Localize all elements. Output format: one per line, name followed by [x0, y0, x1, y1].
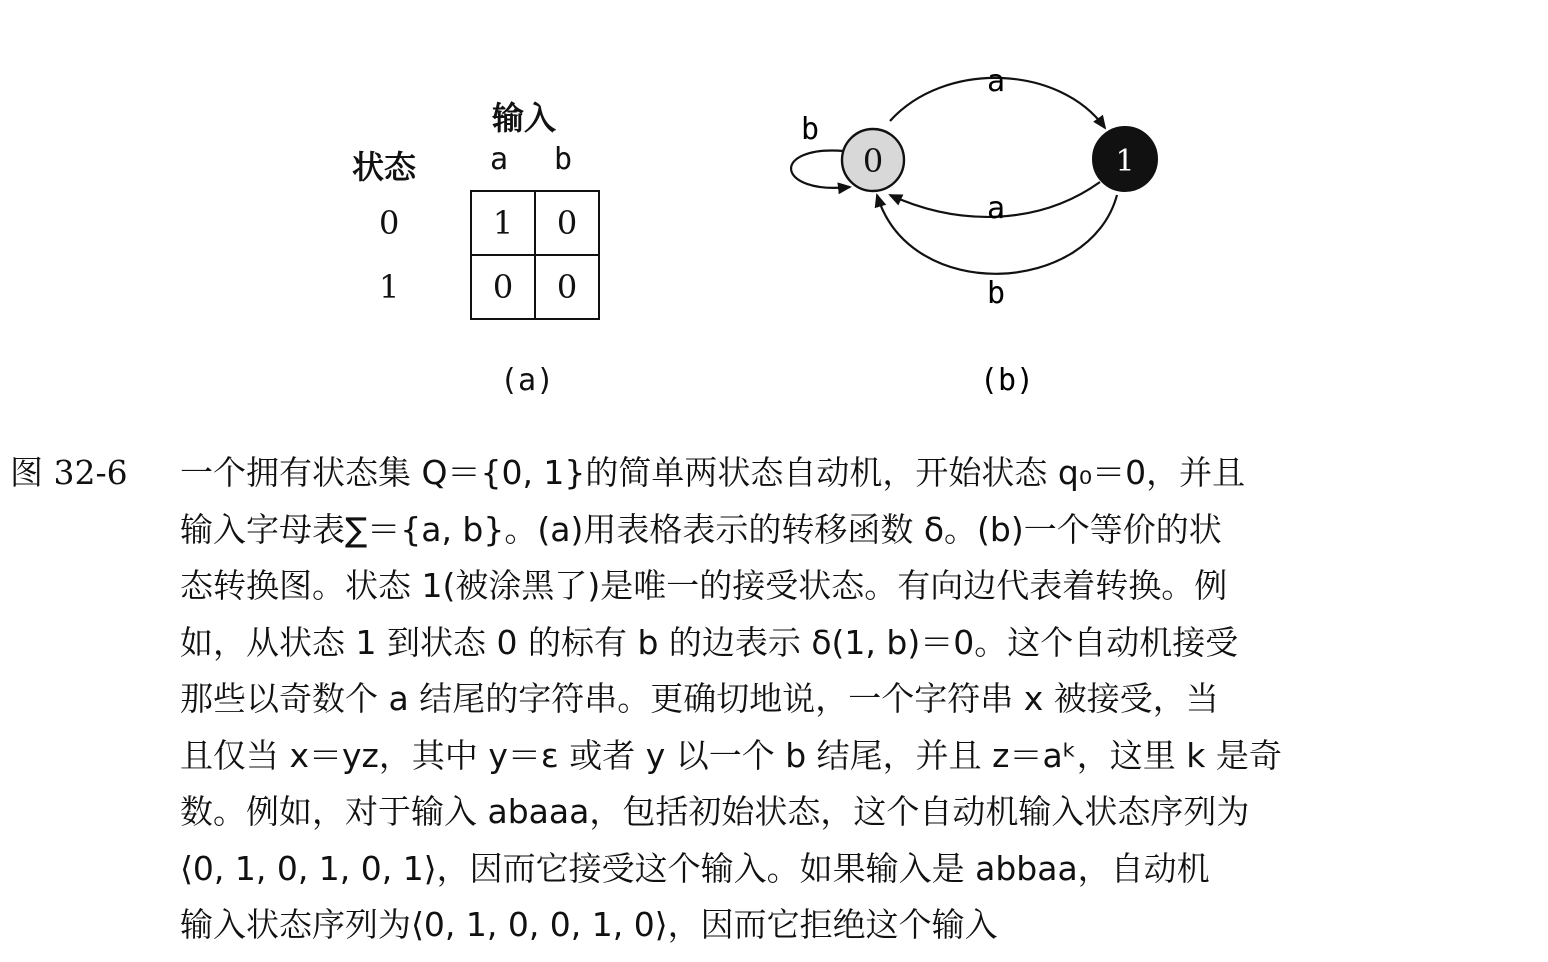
caption-line: 且仅当 x＝yz，其中 y＝ε 或者 y 以一个 b 结尾，并且 z＝aᵏ，这里 k 是奇 — [180, 735, 1282, 775]
table-row — [471, 191, 599, 255]
table-cell: 0 — [535, 191, 599, 255]
row-state-1: 1 — [379, 268, 400, 306]
table-cell: 1 — [471, 191, 535, 255]
caption-line: 如，从状态 1 到状态 0 的标有 b 的边表示 δ(1, b)＝0。这个自动机接受 — [180, 622, 1239, 662]
edge-label-1-to-0-b: b — [986, 276, 1006, 311]
caption-line: 一个拥有状态集 Q＝{0, 1}的简单两状态自动机，开始状态 q₀＝0，并且 — [180, 453, 1246, 492]
input-header: 输入 — [492, 99, 557, 137]
caption-line: 输入字母表∑＝{a, b}。(a)用表格表示的转移函数 δ。(b)一个等价的状 — [180, 509, 1222, 549]
state-diagram-svg — [760, 55, 1200, 410]
input-symbol-a: a — [490, 142, 509, 177]
edge-label-0-to-1: a — [986, 64, 1006, 99]
table-cell: 0 — [471, 255, 535, 319]
edge-label-1-to-0-a: a — [986, 191, 1006, 226]
figure-a-sublabel: (a) — [500, 363, 555, 398]
edge-label-0-self-loop: b — [800, 112, 820, 147]
figure-b-state-diagram — [760, 55, 1200, 410]
state-0-label: 0 — [862, 142, 884, 180]
figure-number: 图 32-6 — [10, 453, 128, 492]
state-1-label: 1 — [1115, 144, 1135, 179]
caption-text — [180, 445, 1535, 954]
table-row — [471, 255, 599, 319]
input-symbol-b: b — [554, 142, 573, 177]
figure-b-sublabel: (b) — [979, 363, 1035, 398]
caption-line: 态转换图。状态 1(被涂黑了)是唯一的接受状态。有向边代表着转换。例 — [180, 566, 1228, 605]
caption-line: ⟨0, 1, 0, 1, 0, 1⟩，因而它接受这个输入。如果输入是 abbaa，自动机 — [180, 848, 1210, 888]
table-cell: 0 — [535, 255, 599, 319]
row-state-0: 0 — [379, 204, 400, 242]
caption-line: 那些以奇数个 a 结尾的字符串。更确切地说，一个字符串 x 被接受，当 — [180, 679, 1219, 718]
delta-table — [470, 190, 600, 320]
caption-line: 数。例如，对于输入 abaaa，包括初始状态，这个自动机输入状态序列为 — [180, 792, 1250, 831]
figure-a-transition-table — [330, 80, 630, 410]
caption-line: 输入状态序列为⟨0, 1, 0, 0, 1, 0⟩，因而它拒绝这个输入 — [180, 905, 998, 944]
state-header: 状态 — [352, 148, 417, 186]
